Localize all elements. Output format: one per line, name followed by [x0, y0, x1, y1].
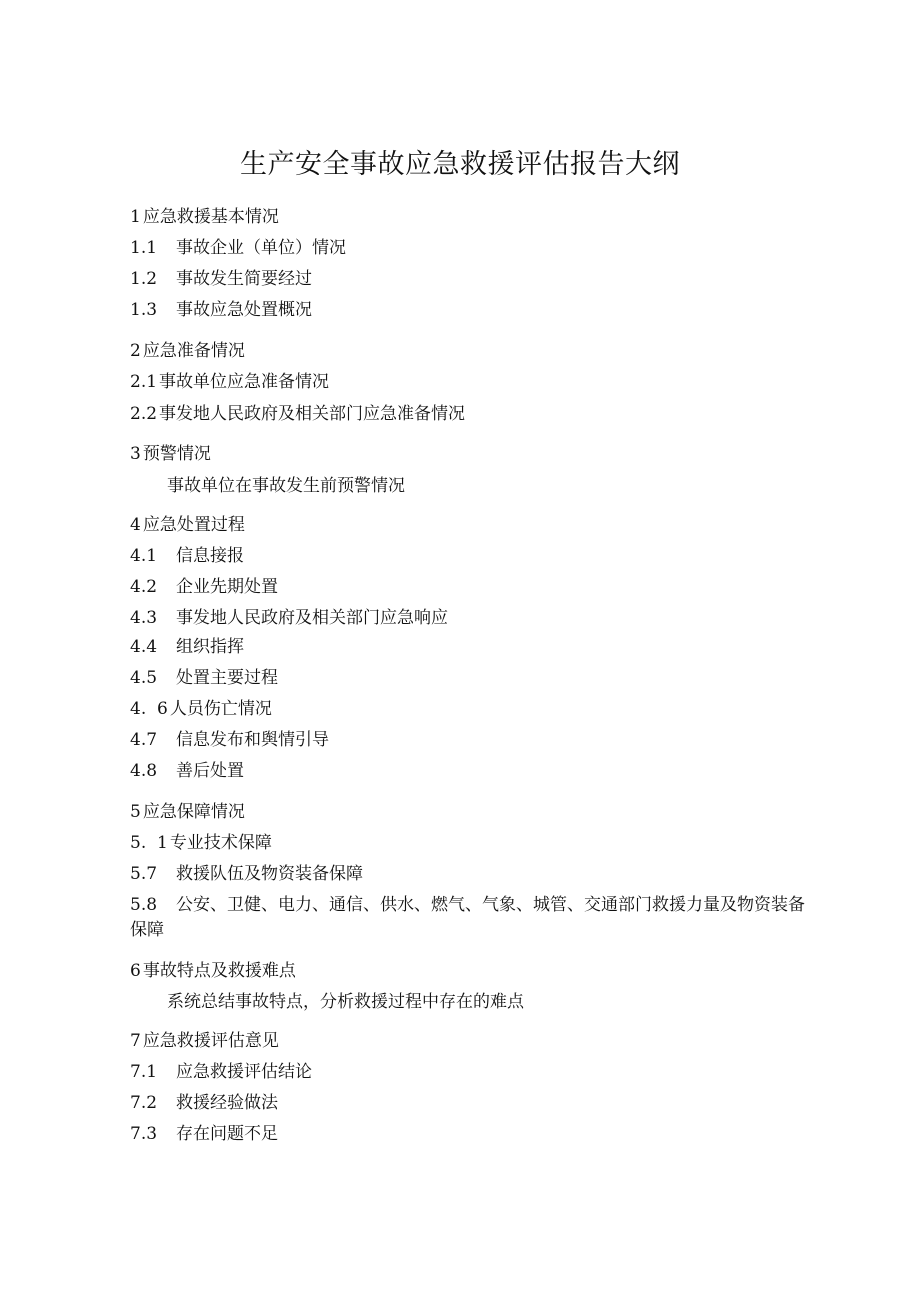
- outline-item: [130, 576, 278, 598]
- item-text: 应急救援基本情况: [142, 207, 279, 227]
- item-number: 4.3: [130, 608, 158, 628]
- item-text: 应急处置过程: [142, 515, 245, 535]
- section-heading: [130, 340, 245, 362]
- item-text: 事故企业（单位）情况: [176, 238, 346, 258]
- item-text: 人员伤亡情况: [169, 699, 272, 719]
- document-title: 生产安全事故应急救援评估报告大纲: [240, 149, 680, 180]
- section-heading: [130, 801, 245, 823]
- section-heading: [130, 960, 296, 982]
- item-number: 4: [130, 515, 141, 535]
- outline-paragraph: [167, 475, 405, 497]
- item-number: 5.7: [130, 864, 158, 884]
- item-number: 4.5: [130, 668, 158, 688]
- item-number: 4.7: [130, 730, 158, 750]
- outline-item: [130, 698, 272, 720]
- item-number: 5. 1: [130, 833, 168, 853]
- item-number: 4.2: [130, 577, 158, 597]
- outline-item: [130, 729, 329, 751]
- outline-item: [130, 1092, 278, 1114]
- outline-item: [130, 636, 244, 658]
- outline-item: [130, 237, 346, 259]
- item-number: 4.8: [130, 761, 158, 781]
- item-text: 信息接报: [176, 546, 244, 566]
- item-number: 7: [130, 1031, 141, 1051]
- item-number: 4.4: [130, 637, 158, 657]
- outline-item: [130, 667, 278, 689]
- item-text: 救援经验做法: [176, 1093, 278, 1113]
- item-number: 2.2: [130, 404, 158, 424]
- item-number: 2.1: [130, 372, 158, 392]
- item-text: 专业技术保障: [169, 833, 272, 853]
- item-number: 1.3: [130, 300, 158, 320]
- item-text: 事故单位在事故发生前预警情况: [167, 476, 405, 496]
- section-heading: [130, 514, 245, 536]
- item-number: 2: [130, 341, 141, 361]
- outline-item: [130, 1123, 278, 1145]
- outline-item: [130, 893, 810, 943]
- item-text: 应急保障情况: [142, 802, 245, 822]
- item-text: 应急准备情况: [142, 341, 245, 361]
- section-heading: [130, 206, 279, 228]
- item-text: 系统总结事故特点，分析救援过程中存在的难点: [167, 992, 524, 1012]
- item-text: 组织指挥: [176, 637, 244, 657]
- outline-item: [130, 607, 448, 629]
- item-number: 1.1: [130, 238, 158, 258]
- outline-item: [130, 299, 312, 321]
- item-text: 事故单位应急准备情况: [159, 372, 330, 392]
- outline-paragraph: [167, 991, 524, 1013]
- item-number: 4. 6: [130, 699, 168, 719]
- section-heading: [130, 1030, 279, 1052]
- item-number: 7.3: [130, 1124, 158, 1144]
- outline-item: [130, 863, 363, 885]
- item-number: 3: [130, 444, 141, 464]
- item-text: 事故发生简要经过: [176, 269, 312, 289]
- outline-item: [130, 371, 329, 393]
- item-text: 预警情况: [142, 444, 211, 464]
- outline-item: [130, 1061, 312, 1083]
- item-text: 公安、卫健、电力、通信、供水、燃气、气象、城管、交通部门救援力量及物资装备保障: [130, 895, 805, 940]
- section-heading: [130, 443, 211, 465]
- item-text: 企业先期处置: [176, 577, 278, 597]
- item-number: 6: [130, 961, 141, 981]
- item-number: 5: [130, 802, 141, 822]
- item-text: 事故特点及救援难点: [142, 961, 296, 981]
- item-text: 处置主要过程: [176, 668, 278, 688]
- item-text: 事发地人民政府及相关部门应急准备情况: [159, 404, 466, 424]
- item-text: 救援队伍及物资装备保障: [176, 864, 363, 884]
- item-text: 善后处置: [176, 761, 244, 781]
- item-number: 1: [130, 207, 141, 227]
- item-text: 存在问题不足: [176, 1124, 278, 1144]
- item-text: 信息发布和舆情引导: [176, 730, 329, 750]
- item-number: 5.8: [130, 895, 158, 915]
- item-text: 应急救援评估意见: [142, 1031, 279, 1051]
- outline-item: [130, 760, 244, 782]
- outline-item: [130, 545, 244, 567]
- item-number: 1.2: [130, 269, 158, 289]
- outline-item: [130, 832, 272, 854]
- item-text: 事故应急处置概况: [176, 300, 312, 320]
- item-number: 4.1: [130, 546, 158, 566]
- item-number: 7.2: [130, 1093, 158, 1113]
- outline-item: [130, 268, 312, 290]
- item-number: 7.1: [130, 1062, 158, 1082]
- item-text: 应急救援评估结论: [176, 1062, 312, 1082]
- outline-item: [130, 403, 465, 425]
- item-text: 事发地人民政府及相关部门应急响应: [176, 608, 448, 628]
